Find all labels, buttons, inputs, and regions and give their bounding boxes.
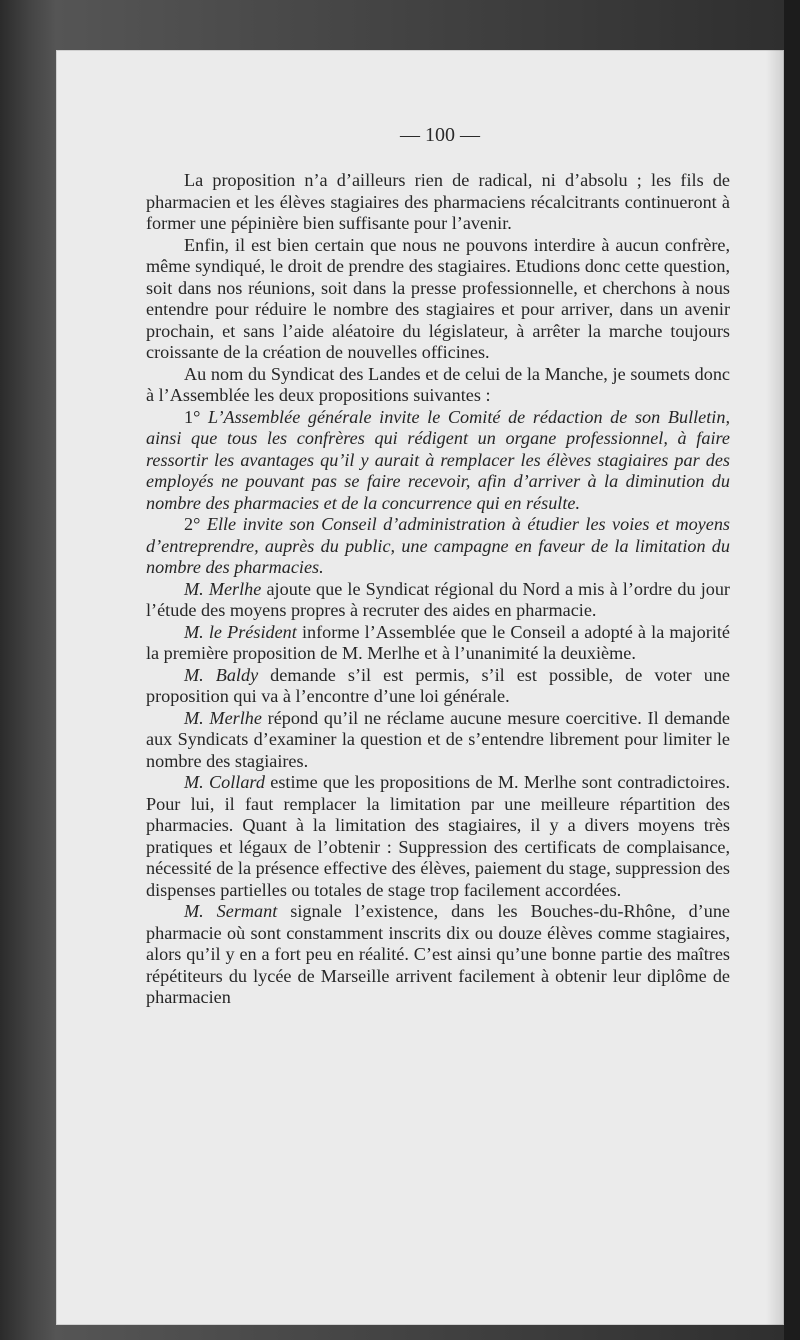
text-run: Au nom du Syndicat des Landes et de celui de la Manche, je soumets donc à l’Assemblée les deux propositions suivantes :: [146, 363, 730, 405]
paragraph: [146, 170, 730, 235]
italic-text: M. le Président: [184, 621, 297, 642]
text-run: 2°: [184, 514, 207, 534]
italic-text: Elle invite son Conseil d’administration à étudier les voies et moyens d’entreprendre, auprès du public, une campagne en faveur de la limitation du nombre des pharmacies.: [146, 514, 730, 577]
text-run: informe l’Assemblée que le Conseil a adopté à la majorité la première proposition de M. Merlhe et à l’unanimité la deuxième.: [146, 621, 731, 663]
italic-text: M. Merlhe: [184, 707, 262, 728]
italic-text: M. Sermant: [184, 901, 278, 921]
italic-text: M. Merlhe: [184, 578, 262, 599]
text-run: Enfin, il est bien certain que nous ne pouvons interdire à aucun confrère, même syndiqué, le droit de prendre des stagiaires. Etudions donc cette question, soit dans nos réunions, soit dans la presse professionnelle, et cherchons à nous entendre pour réduire le nombre des stagiaires et pour arriver, dans un avenir prochain, et sans l’aide aléatoire du législateur, à arrêter la marche toujours croissante de la création de nouvelles officines.: [146, 234, 730, 362]
text-run: répond qu’il ne réclame aucune mesure coercitive. Il demande aux Syndicats d’examiner la question et de s’entendre librement pour limiter le nombre des stagiaires.: [146, 707, 730, 771]
scan-edge: [784, 0, 800, 1340]
paragraph: [146, 901, 730, 1009]
text-run: 1°: [184, 406, 208, 427]
page-number: — 100 —: [400, 124, 480, 146]
paragraph: [146, 235, 730, 364]
paragraph: [146, 579, 730, 622]
italic-text: M. Baldy: [184, 664, 259, 685]
paragraph: [146, 514, 730, 579]
italic-text: M. Collard: [184, 772, 265, 792]
paragraph: [146, 364, 730, 407]
body-text: [146, 170, 730, 1009]
text-run: demande s’il est permis, s’il est possible, de voter une proposition qui va à l’encontre d’une loi générale.: [146, 664, 730, 706]
text-run: ajoute que le Syndicat régional du Nord a mis à l’ordre du jour l’étude des moyens propres à recruter des aides en pharmacie.: [146, 578, 730, 620]
paragraph: [146, 407, 730, 515]
paragraph: [146, 665, 730, 708]
text-run: estime que les propositions de M. Merlhe sont contradictoires. Pour lui, il faut remplacer la limitation par une meilleure répartition des pharmacies. Quant à la limitation des stagiaires, il y a divers moyens très pratiques et légaux de l’obtenir : Suppression des certificats de complaisance, nécessité de la présence effective des élèves, paiement du stage, suppression des dispenses partielles ou totales de stage trop facilement accordées.: [146, 772, 730, 900]
paragraph: [146, 622, 730, 665]
paragraph: [146, 772, 730, 901]
text-run: signale l’existence, dans les Bouches-du-Rhône, d’une pharmacie où sont constamment inscrits dix ou douze élèves comme stagiaires, alors qu’il y en a fort peu en réalité. C’est ainsi qu’une bonne partie des maîtres répétiteurs du lycée de Marseille arrivent facilement à obtenir leur diplôme de pharmacien: [146, 901, 730, 1007]
text-run: La proposition n’a d’ailleurs rien de radical, ni d’absolu ; les fils de pharmacien et les élèves stagiaires des pharmaciens récalcitrants continueront à former une pépinière bien suffisante pour l’avenir.: [146, 170, 730, 233]
italic-text: L’Assemblée générale invite le Comité de rédaction de son Bulletin, ainsi que tous les confrères qui rédigent un organe professionnel, à faire ressortir les avantages qu’il y aurait à remplacer les élèves stagiaires par des employés ne pouvant pas se faire recevoir, afin d’arriver à la diminution du nombre des pharmacies et de la concurrence qui en résulte.: [146, 406, 730, 513]
paragraph: [146, 708, 730, 773]
